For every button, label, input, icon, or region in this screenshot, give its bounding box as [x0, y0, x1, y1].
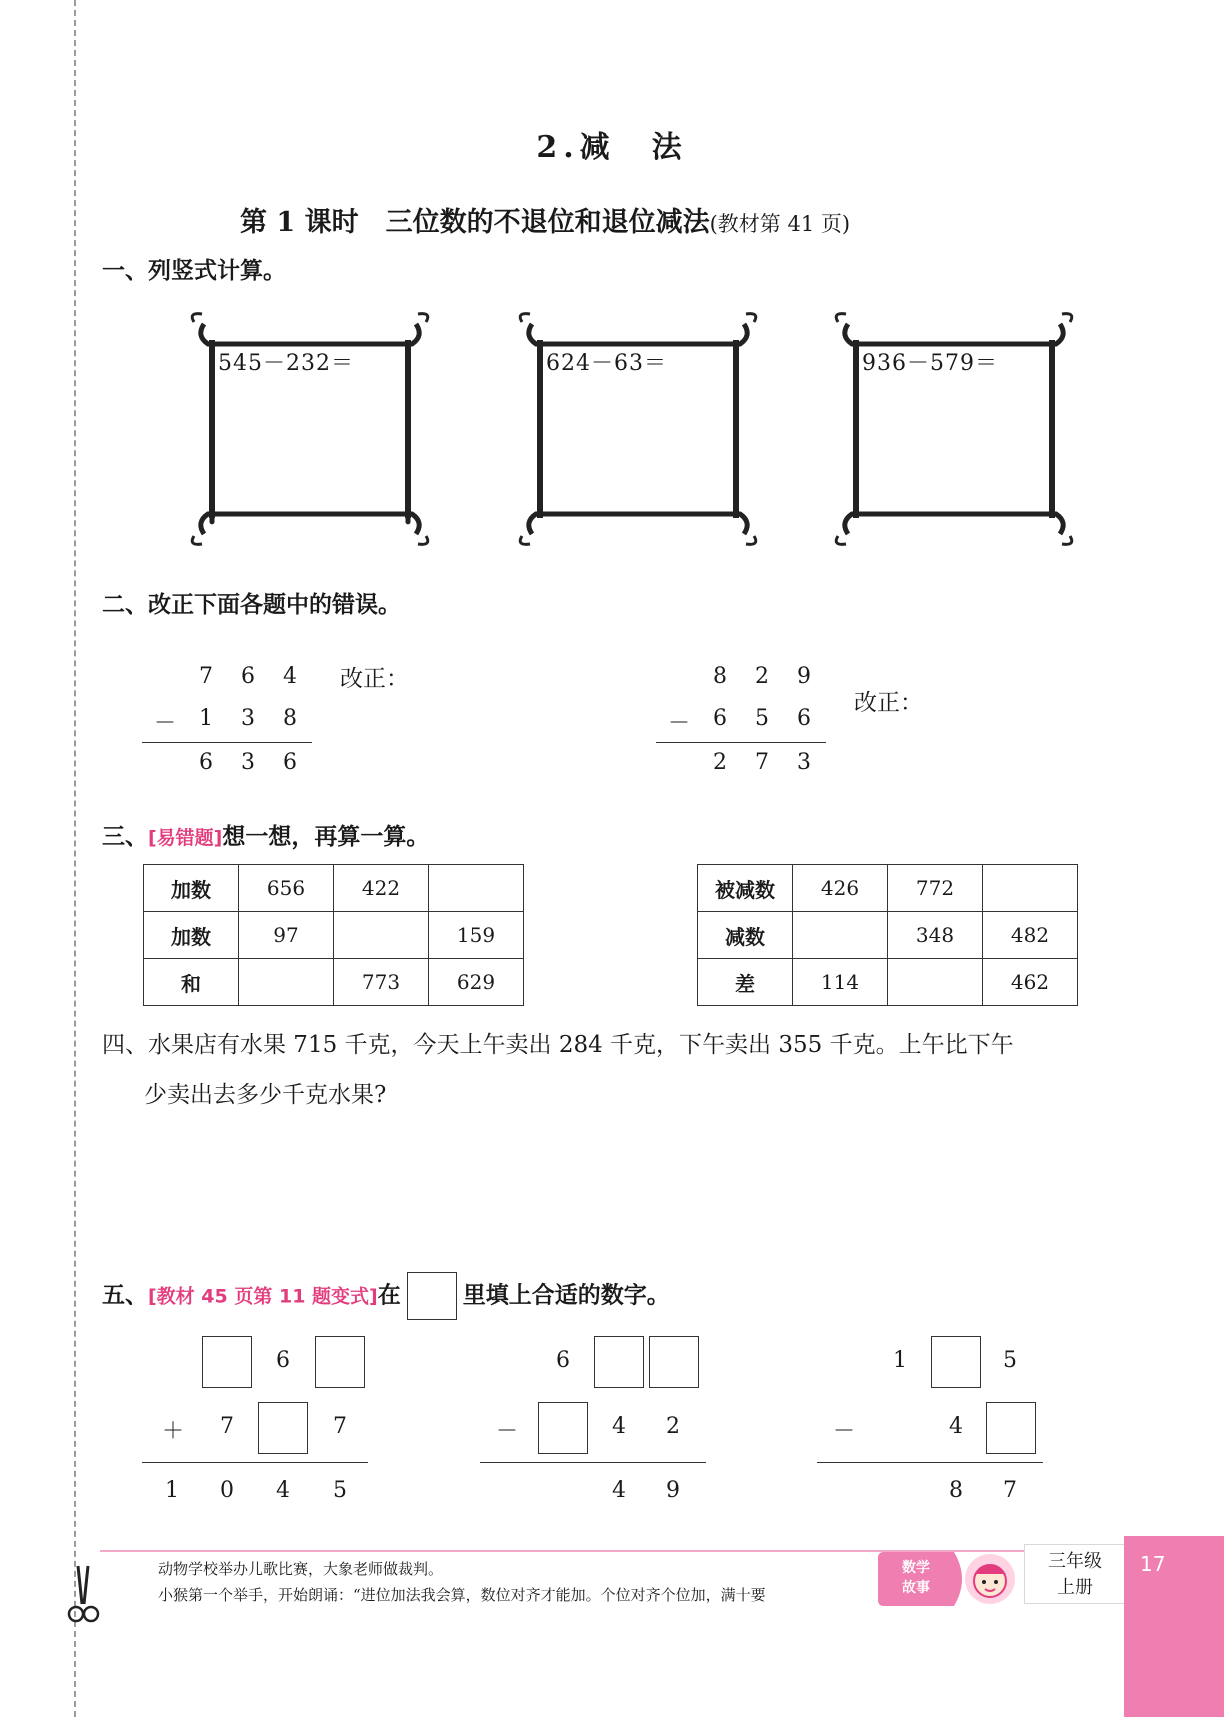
- digit: 4: [612, 1478, 626, 1503]
- operator: ＋: [161, 1419, 184, 1444]
- table-cell: 426: [793, 865, 888, 912]
- digit: 3: [241, 706, 255, 731]
- digit: 1: [199, 706, 213, 731]
- table-cell: 减数: [698, 912, 793, 959]
- digit: 5: [755, 706, 769, 731]
- digit: 6: [713, 706, 727, 731]
- puzzle-subtraction-1: [478, 1336, 718, 1516]
- digit: 2: [755, 664, 769, 689]
- q5-text-before: 在: [377, 1282, 401, 1309]
- q4-problem: [102, 1020, 1122, 1120]
- wrong-calc-left: [140, 664, 320, 784]
- answer-frame-3: [834, 310, 1074, 548]
- digit: 2: [713, 750, 727, 775]
- table-cell: [239, 959, 334, 1006]
- table-cell: 加数: [144, 912, 239, 959]
- q3-text: 想一想，再算一算。: [222, 824, 430, 850]
- blank-box[interactable]: [315, 1336, 365, 1388]
- blank-box[interactable]: [538, 1402, 588, 1454]
- table-cell: 629: [429, 959, 524, 1006]
- operator: －: [832, 1419, 855, 1444]
- digit: 3: [797, 750, 811, 775]
- table-cell: 422: [334, 865, 429, 912]
- digit: 8: [713, 664, 727, 689]
- digit: 7: [220, 1414, 234, 1439]
- result-line: [817, 1462, 1043, 1463]
- digit: 6: [199, 750, 213, 775]
- q5-tag: [教材 45 页第 11 题变式]: [148, 1285, 378, 1308]
- table-cell: [888, 959, 983, 1006]
- table-cell: 和: [144, 959, 239, 1006]
- digit: 9: [666, 1478, 680, 1503]
- table-cell: 656: [239, 865, 334, 912]
- badge-line-1: 数学: [902, 1560, 930, 1576]
- result-line: [142, 1462, 368, 1463]
- table-cell: 159: [429, 912, 524, 959]
- expression-3: 936－579＝: [862, 351, 998, 376]
- lesson-label: 第 1 课时 三位数的不退位和退位减法: [240, 207, 710, 238]
- q3-tag: [易错题]: [148, 827, 223, 849]
- result-line: [656, 742, 826, 743]
- table-cell: [429, 865, 524, 912]
- table-row: [698, 912, 1078, 959]
- digit: 8: [283, 706, 297, 731]
- result-line: [480, 1462, 706, 1463]
- digit: 5: [333, 1478, 347, 1503]
- cut-line: [74, 0, 76, 1717]
- table-cell: [334, 912, 429, 959]
- digit: 4: [612, 1414, 626, 1439]
- digit: 9: [797, 664, 811, 689]
- q3-prefix: 三、: [102, 824, 148, 850]
- digit: 8: [949, 1478, 963, 1503]
- blank-box[interactable]: [931, 1336, 981, 1388]
- q5-prefix: 五、: [102, 1282, 148, 1309]
- table-cell: [793, 912, 888, 959]
- digit: 6: [797, 706, 811, 731]
- digit: 4: [949, 1414, 963, 1439]
- table-row: [698, 959, 1078, 1006]
- scissors-icon: [66, 1564, 102, 1628]
- digit: 1: [165, 1478, 179, 1503]
- story-line-2: 小猴第一个举手，开始朗诵：“进位加法我会算，数位对齐才能加。个位对齐个位加，满十要: [158, 1586, 766, 1604]
- digit: 7: [333, 1414, 347, 1439]
- lesson-title: [240, 200, 850, 239]
- table-cell: 被减数: [698, 865, 793, 912]
- table-cell: 772: [888, 865, 983, 912]
- table-cell: 462: [983, 959, 1078, 1006]
- digit: 4: [283, 664, 297, 689]
- blank-box[interactable]: [202, 1336, 252, 1388]
- answer-frame-2: [518, 310, 758, 548]
- q5-text-after: 里填上合适的数字。: [462, 1282, 670, 1309]
- q3-heading: [102, 818, 429, 851]
- q5-heading: [102, 1272, 670, 1320]
- puzzle-subtraction-2: [815, 1336, 1055, 1516]
- table-cell: 482: [983, 912, 1078, 959]
- math-story-badge: [878, 1552, 1024, 1606]
- badge-text: [888, 1558, 944, 1598]
- digit: 7: [199, 664, 213, 689]
- table-cell: 348: [888, 912, 983, 959]
- operator: －: [495, 1419, 518, 1444]
- digit: 1: [893, 1348, 907, 1373]
- q2-heading: 二、改正下面各题中的错误。: [102, 592, 401, 618]
- badge-line-2: 故事: [902, 1580, 930, 1596]
- table-cell: 114: [793, 959, 888, 1006]
- subtraction-table: [697, 864, 1078, 1006]
- digit: 5: [1003, 1348, 1017, 1373]
- correction-label-right: 改正：: [854, 690, 923, 716]
- digit: 6: [276, 1348, 290, 1373]
- grade-line-2: 上册: [1057, 1577, 1093, 1598]
- blank-box[interactable]: [986, 1402, 1036, 1454]
- blank-box[interactable]: [594, 1336, 644, 1388]
- answer-frame-1: [190, 310, 430, 548]
- digit: 7: [755, 750, 769, 775]
- sample-box: [407, 1272, 457, 1320]
- digit: 0: [220, 1478, 234, 1503]
- story-line-1: 动物学校举办儿歌比赛，大象老师做裁判。: [158, 1560, 444, 1578]
- page-title: 2.减 法: [536, 130, 688, 165]
- digit: 3: [241, 750, 255, 775]
- digit: 7: [1003, 1478, 1017, 1503]
- q1-heading: 一、列竖式计算。: [102, 258, 286, 284]
- table-cell: 97: [239, 912, 334, 959]
- table-row: [144, 959, 524, 1006]
- table-row: [144, 912, 524, 959]
- page-number: 17: [1140, 1552, 1166, 1576]
- digit: 6: [241, 664, 255, 689]
- table-cell: 加数: [144, 865, 239, 912]
- wrong-calc-right: [654, 664, 834, 784]
- result-line: [142, 742, 312, 743]
- page-number-tab: [1124, 1536, 1224, 1717]
- operator: －: [154, 711, 177, 736]
- blank-box[interactable]: [258, 1402, 308, 1454]
- digit: 6: [283, 750, 297, 775]
- digit: 2: [666, 1414, 680, 1439]
- grade-line-1: 三年级: [1048, 1551, 1102, 1572]
- q4-line-2: 少卖出去多少千克水果?: [144, 1082, 387, 1108]
- digit: 6: [556, 1348, 570, 1373]
- table-row: [698, 865, 1078, 912]
- table-cell: 差: [698, 959, 793, 1006]
- expression-2: 624－63＝: [546, 351, 667, 376]
- q4-line-1: 四、水果店有水果 715 千克，今天上午卖出 284 千克，下午卖出 355 千克。上午比下午: [102, 1032, 1014, 1058]
- lesson-ref: (教材第 41 页): [709, 212, 851, 236]
- blank-box[interactable]: [649, 1336, 699, 1388]
- expression-1: 545－232＝: [218, 351, 354, 376]
- table-row: [144, 865, 524, 912]
- correction-label-left: 改正：: [340, 666, 409, 692]
- table-cell: 773: [334, 959, 429, 1006]
- operator: －: [668, 711, 691, 736]
- grade-label: [1024, 1544, 1126, 1604]
- addition-table: [143, 864, 524, 1006]
- digit: 4: [276, 1478, 290, 1503]
- puzzle-addition: [140, 1336, 380, 1516]
- table-cell: [983, 865, 1078, 912]
